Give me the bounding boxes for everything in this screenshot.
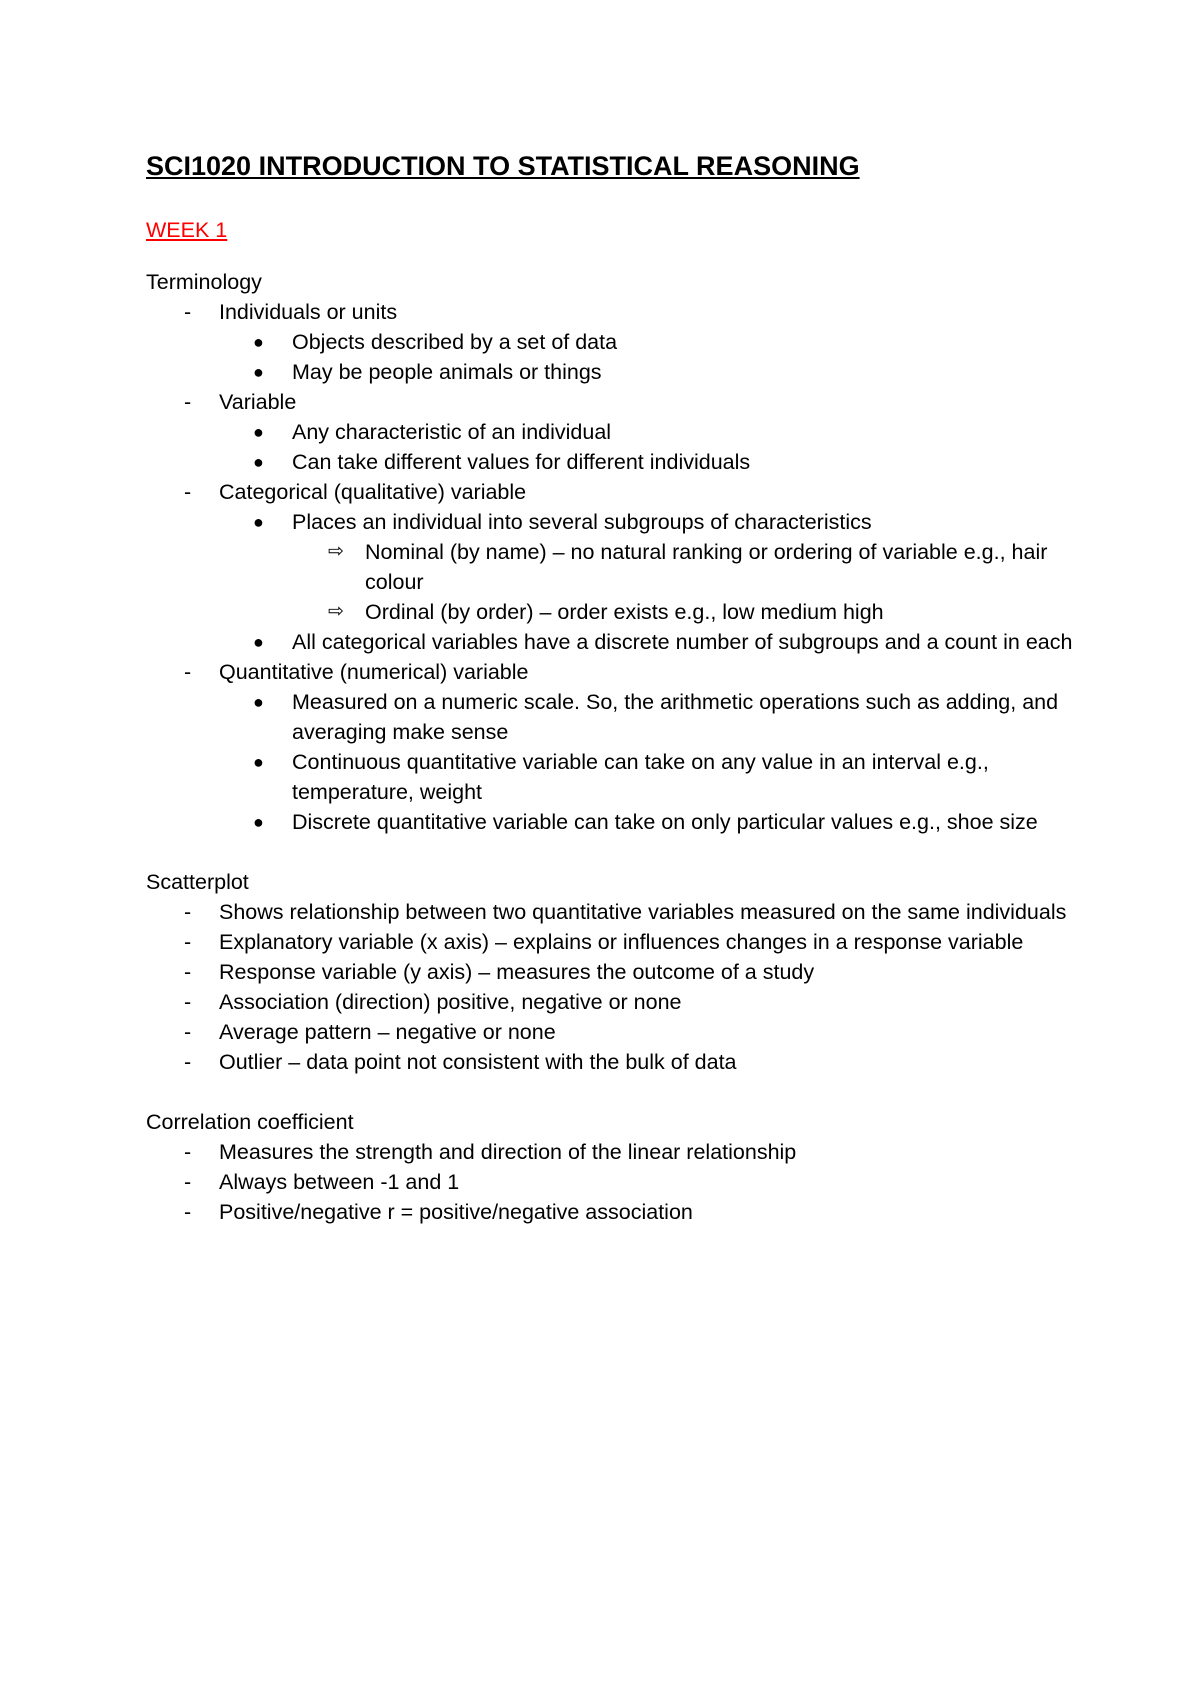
list-item <box>146 387 1080 477</box>
dash-bullet-icon: - <box>184 1200 192 1224</box>
sub-sub-list-item <box>146 597 1080 627</box>
document-title: SCI1020 INTRODUCTION TO STATISTICAL REASONING <box>146 151 860 181</box>
sub-list-item-text: Continuous quantitative variable can take on any value in an interval e.g., temperature, weight <box>292 750 989 804</box>
round-bullet-icon: ● <box>253 332 264 352</box>
list-item <box>146 927 1080 957</box>
section-correlation-coefficient <box>146 1107 1080 1227</box>
dash-bullet-icon: - <box>184 1020 192 1044</box>
list-item-text: Categorical (qualitative) variable <box>219 480 527 504</box>
dash-bullet-icon: - <box>184 960 192 984</box>
list-item <box>146 1137 1080 1167</box>
list-item <box>146 897 1080 927</box>
section-title: Terminology <box>146 270 262 294</box>
dash-bullet-icon: - <box>184 300 192 324</box>
sub-list-item-text: Discrete quantitative variable can take on only particular values e.g., shoe size <box>292 810 1038 834</box>
list-item-text: Individuals or units <box>219 300 398 324</box>
list-item-text: Outlier – data point not consistent with the bulk of data <box>219 1050 737 1074</box>
dash-bullet-icon: - <box>184 660 192 684</box>
section-scatterplot <box>146 867 1080 1077</box>
sub-list-item-text: Measured on a numeric scale. So, the arithmetic operations such as adding, and averaging make sense <box>292 690 1059 744</box>
round-bullet-icon: ● <box>253 752 264 772</box>
sub-list-item <box>146 747 1080 807</box>
round-bullet-icon: ● <box>253 692 264 712</box>
list-item-text: Measures the strength and direction of the linear relationship <box>219 1140 797 1164</box>
list-item-text: Quantitative (numerical) variable <box>219 660 529 684</box>
sub-list-item <box>146 687 1080 747</box>
section-terminology <box>146 267 1080 837</box>
sub-list-item <box>146 447 1080 477</box>
sub-list-item <box>146 807 1080 837</box>
arrow-bullet-icon: ⇨ <box>328 601 344 622</box>
dash-bullet-icon: - <box>184 930 192 954</box>
sub-sub-list-item <box>146 537 1080 597</box>
list-item <box>146 1017 1080 1047</box>
dash-bullet-icon: - <box>184 990 192 1014</box>
list-item <box>146 957 1080 987</box>
round-bullet-icon: ● <box>253 632 264 652</box>
list-item <box>146 477 1080 657</box>
sub-list-item <box>146 417 1080 447</box>
sub-list-item-text: May be people animals or things <box>292 360 602 384</box>
round-bullet-icon: ● <box>253 362 264 382</box>
list-item <box>146 1197 1080 1227</box>
sub-list-item-text: Places an individual into several subgroups of characteristics <box>292 510 872 534</box>
list-item <box>146 987 1080 1017</box>
dash-bullet-icon: - <box>184 1170 192 1194</box>
section-title: Correlation coefficient <box>146 1110 354 1134</box>
list-item <box>146 1047 1080 1077</box>
dash-bullet-icon: - <box>184 390 192 414</box>
dash-bullet-icon: - <box>184 480 192 504</box>
sub-list-item <box>146 357 1080 387</box>
sub-list-item <box>146 327 1080 357</box>
list-item-text: Average pattern – negative or none <box>219 1020 556 1044</box>
sub-list-item-text: Objects described by a set of data <box>292 330 618 354</box>
round-bullet-icon: ● <box>253 452 264 472</box>
week-heading: WEEK 1 <box>146 218 228 242</box>
list-item-text: Association (direction) positive, negative or none <box>219 990 682 1014</box>
round-bullet-icon: ● <box>253 512 264 532</box>
dash-bullet-icon: - <box>184 1050 192 1074</box>
sub-list-item-text: Can take different values for different individuals <box>292 450 751 474</box>
list-item-text: Always between -1 and 1 <box>219 1170 460 1194</box>
round-bullet-icon: ● <box>253 812 264 832</box>
list-item <box>146 657 1080 837</box>
list-item-text: Explanatory variable (x axis) – explains or influences changes in a response variable <box>219 930 1024 954</box>
list-item <box>146 297 1080 387</box>
dash-bullet-icon: - <box>184 1140 192 1164</box>
list-item <box>146 1167 1080 1197</box>
arrow-bullet-icon: ⇨ <box>328 541 344 562</box>
sub-sub-list-item-text: Nominal (by name) – no natural ranking or ordering of variable e.g., hair colour <box>365 540 1048 594</box>
sub-list-item <box>146 507 1080 627</box>
dash-bullet-icon: - <box>184 900 192 924</box>
list-item-text: Response variable (y axis) – measures the outcome of a study <box>219 960 815 984</box>
round-bullet-icon: ● <box>253 422 264 442</box>
list-item-text: Variable <box>219 390 297 414</box>
sub-list-item-text: Any characteristic of an individual <box>292 420 612 444</box>
notes-body <box>146 267 1080 1227</box>
sub-list-item <box>146 627 1080 657</box>
sub-list-item-text: All categorical variables have a discrete number of subgroups and a count in each <box>292 630 1073 654</box>
list-item-text: Positive/negative r = positive/negative association <box>219 1200 693 1224</box>
list-item-text: Shows relationship between two quantitative variables measured on the same individuals <box>219 900 1067 924</box>
sub-sub-list-item-text: Ordinal (by order) – order exists e.g., low medium high <box>365 600 884 624</box>
section-title: Scatterplot <box>146 870 249 894</box>
